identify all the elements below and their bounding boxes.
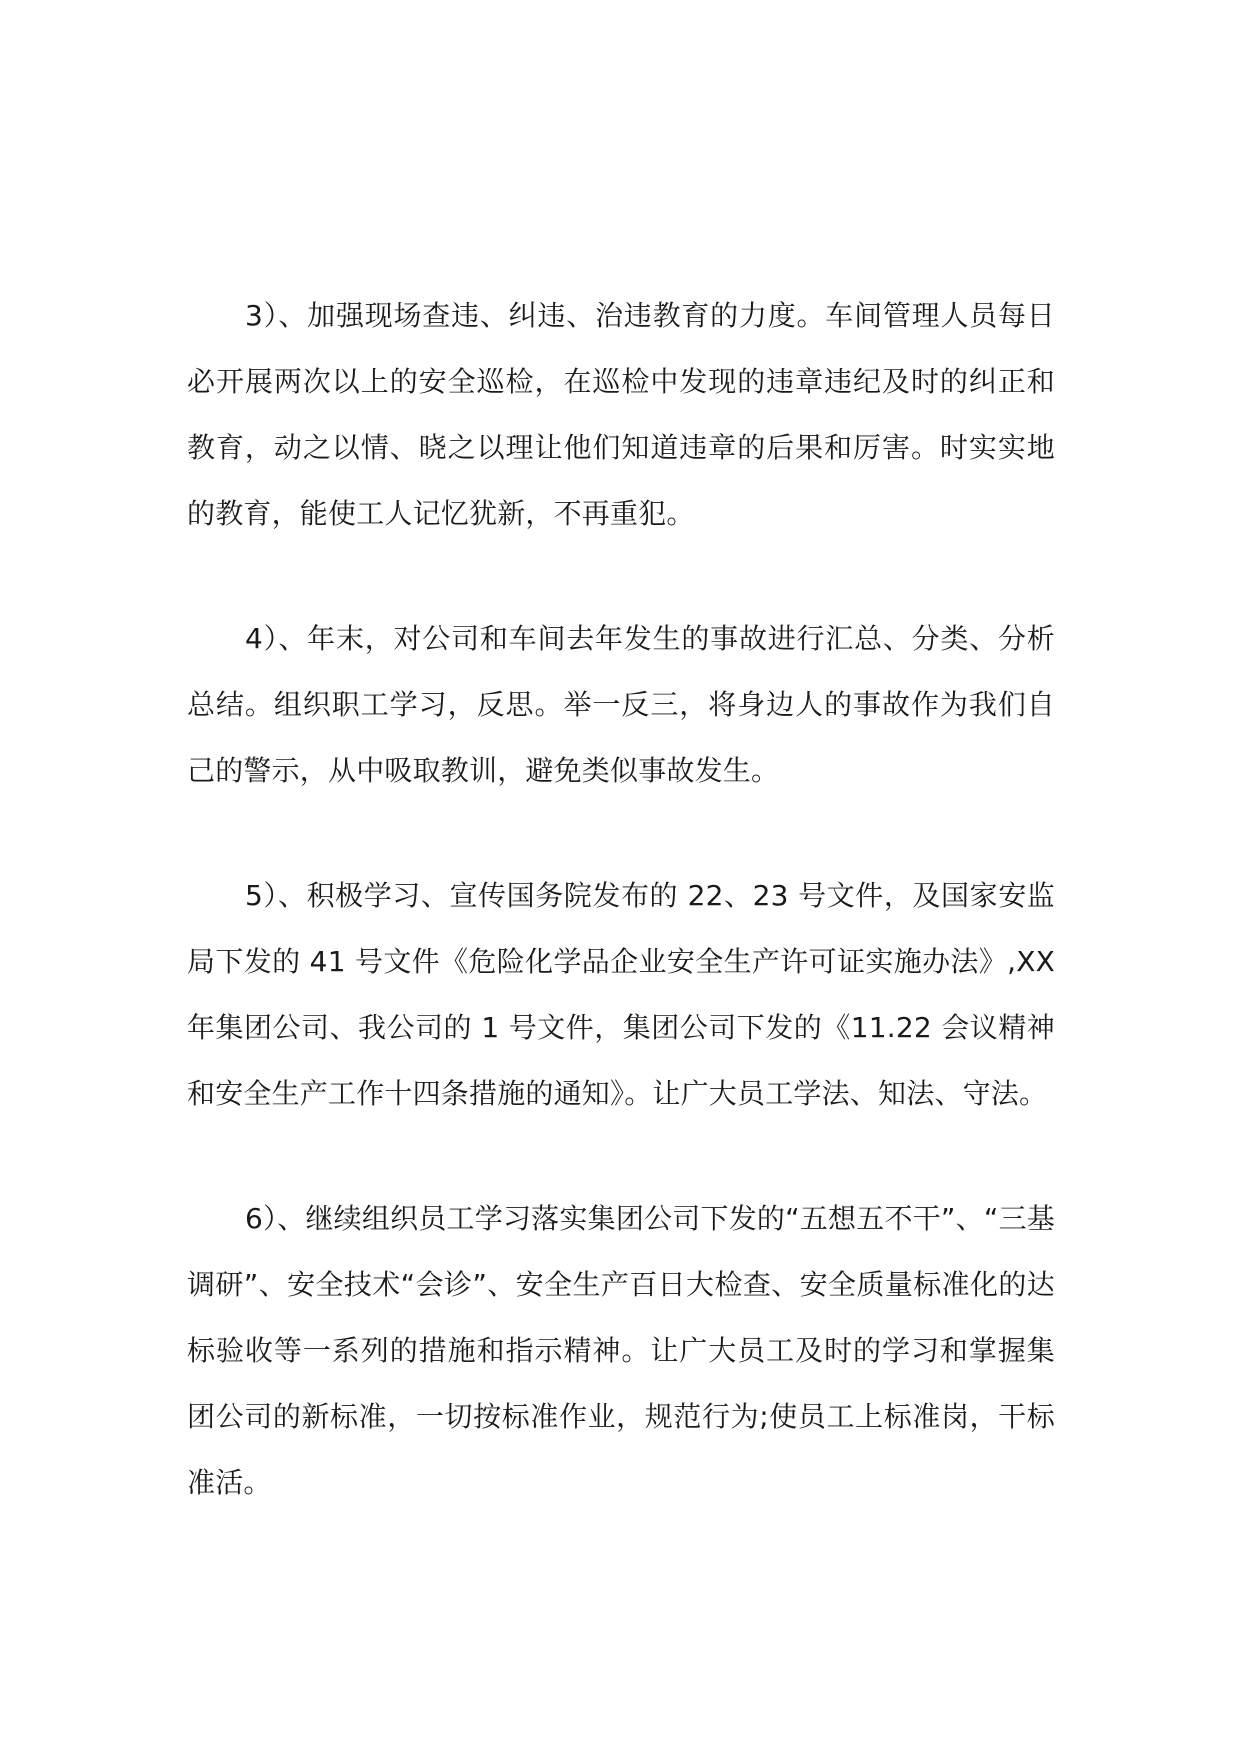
paragraph-item-3: 3）、加强现场查违、纠违、治违教育的力度。车间管理人员每日必开展两次以上的安全巡检，在巡检中发现的违章违纪及时的纠正和教育，动之以情、晓之以理让他们知道违章的后果和厉害。时实实地的教育，能使工人记忆犹新，不再重犯。 (187, 299, 1055, 530)
paragraph-item-6: 6）、继续组织员工学习落实集团公司下发的“五想五不干”、“三基调研”、安全技术“会诊”、安全生产百日大检查、安全质量标准化的达标验收等一系列的措施和指示精神。让广大员工及时的学习和掌握集团公司的新标准，一切按标准作业，规范行为;使员工上标准岗，干标准活。 (187, 1202, 1055, 1499)
paragraph-item-4: 4）、年末，对公司和车间去年发生的事故进行汇总、分类、分析总结。组织职工学习，反思。举一反三，将身边人的事故作为我们自己的警示，从中吸取教训，避免类似事故发生。 (187, 622, 1055, 787)
paragraph-item-5: 5）、积极学习、宣传国务院发布的 22、23 号文件，及国家安监局下发的 41 号文件《危险化学品企业安全生产许可证实施办法》,XX 年集团公司、我公司的 1 号文件，集团公司下发的《11.22 会议精神和安全生产工作十四条措施的通知》。让广大员工学法、知法、守法。 (187, 879, 1055, 1110)
